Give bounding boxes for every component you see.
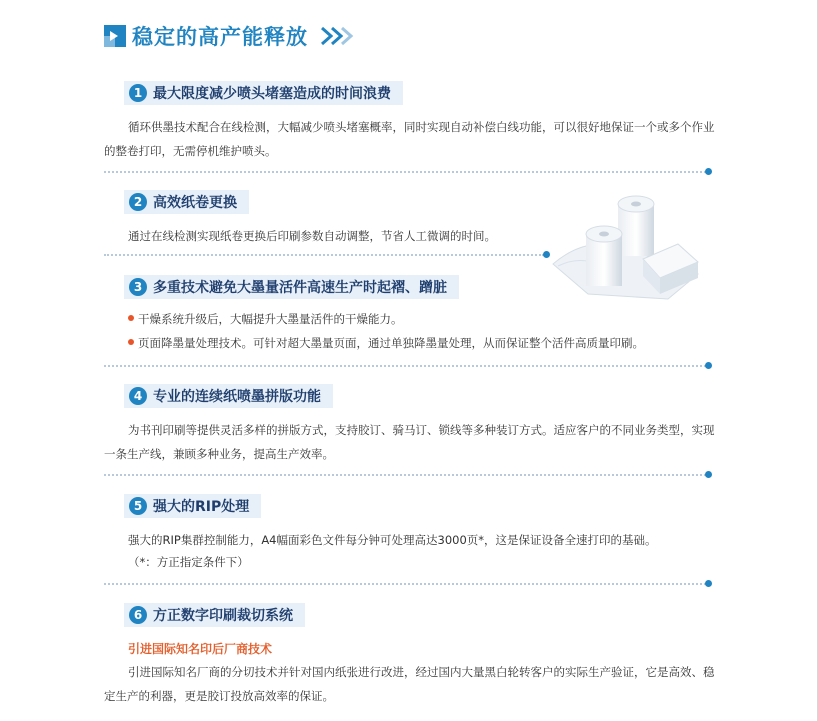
arrow-square-icon bbox=[104, 25, 126, 47]
bullet-dot bbox=[128, 315, 134, 321]
paper-rolls-illustration bbox=[548, 194, 708, 304]
section-divider bbox=[104, 583, 706, 585]
page-title: 稳定的高产能释放 bbox=[132, 25, 308, 49]
section-divider bbox=[104, 171, 706, 173]
section-4-heading bbox=[124, 384, 333, 408]
divider-end-dot bbox=[705, 580, 712, 587]
section-5-body: 强大的RIP集群控制能力，A4幅面彩色文件每分钟可处理高达3000页*，这是保证设备全速打印的基础。 bbox=[128, 533, 657, 547]
section-number-badge: 3 bbox=[129, 278, 147, 296]
divider-end-dot bbox=[705, 362, 712, 369]
divider-end-dot bbox=[705, 168, 712, 175]
section-number-badge: 5 bbox=[129, 497, 147, 515]
section-heading-text: 强大的RIP处理 bbox=[153, 499, 250, 515]
section-number-badge: 2 bbox=[129, 193, 147, 211]
section-5-heading bbox=[124, 494, 261, 518]
section-heading-text: 方正数字印刷裁切系统 bbox=[153, 608, 293, 624]
bullet-dot bbox=[128, 339, 134, 345]
section-6-body: 引进国际知名厂商的分切技术并针对国内纸张进行改进，经过国内大量黑白轮转客户的实际生产验证，它是高效、稳定生产的利器，更是胶订投放高效率的保证。 bbox=[104, 665, 715, 703]
section-heading-text: 专业的连续纸喷墨拼版功能 bbox=[153, 389, 321, 405]
section-2-heading bbox=[124, 190, 249, 214]
section-heading-text: 多重技术避免大墨量活件高速生产时起褶、蹭脏 bbox=[153, 280, 447, 296]
section-4-body: 为书刊印刷等提供灵活多样的拼版方式，支持胶订、骑马订、锁线等多种装订方式。适应客户的不同业务类型，实现一条生产线，兼顾多种业务，提高生产效率。 bbox=[104, 423, 715, 461]
section-1-heading bbox=[124, 81, 403, 105]
divider-end-dot bbox=[705, 471, 712, 478]
section-heading-text: 最大限度减少喷头堵塞造成的时间浪费 bbox=[153, 86, 391, 102]
bullet-item bbox=[128, 307, 403, 331]
section-1-body: 循环供墨技术配合在线检测，大幅减少喷头堵塞概率，同时实现自动补偿白线功能，可以很好地保证一个或多个作业的整卷打印，无需停机维护喷头。 bbox=[104, 120, 715, 158]
double-chevron-right-icon bbox=[318, 25, 356, 47]
section-number-badge: 6 bbox=[129, 606, 147, 624]
bullet-text: 页面降墨量处理技术。可针对超大墨量页面，通过单独降墨量处理，从而保证整个活件高质量印刷。 bbox=[138, 336, 644, 350]
bullet-item bbox=[128, 331, 644, 355]
section-divider bbox=[104, 254, 544, 256]
section-divider bbox=[104, 474, 706, 476]
section-number-badge: 4 bbox=[129, 387, 147, 405]
section-2-body: 通过在线检测实现纸卷更换后印刷参数自动调整，节省人工微调的时间。 bbox=[128, 229, 496, 243]
section-6-heading bbox=[124, 603, 305, 627]
section-6-subheading: 引进国际知名印后厂商技术 bbox=[128, 642, 273, 656]
page-title-block bbox=[104, 20, 356, 52]
section-number-badge: 1 bbox=[129, 84, 147, 102]
section-divider bbox=[104, 365, 706, 367]
section-heading-text: 高效纸卷更换 bbox=[153, 195, 237, 211]
section-5-note: （*：方正指定条件下） bbox=[128, 555, 249, 569]
bullet-text: 干燥系统升级后，大幅提升大墨量活件的干燥能力。 bbox=[138, 312, 403, 326]
section-3-heading bbox=[124, 275, 459, 299]
